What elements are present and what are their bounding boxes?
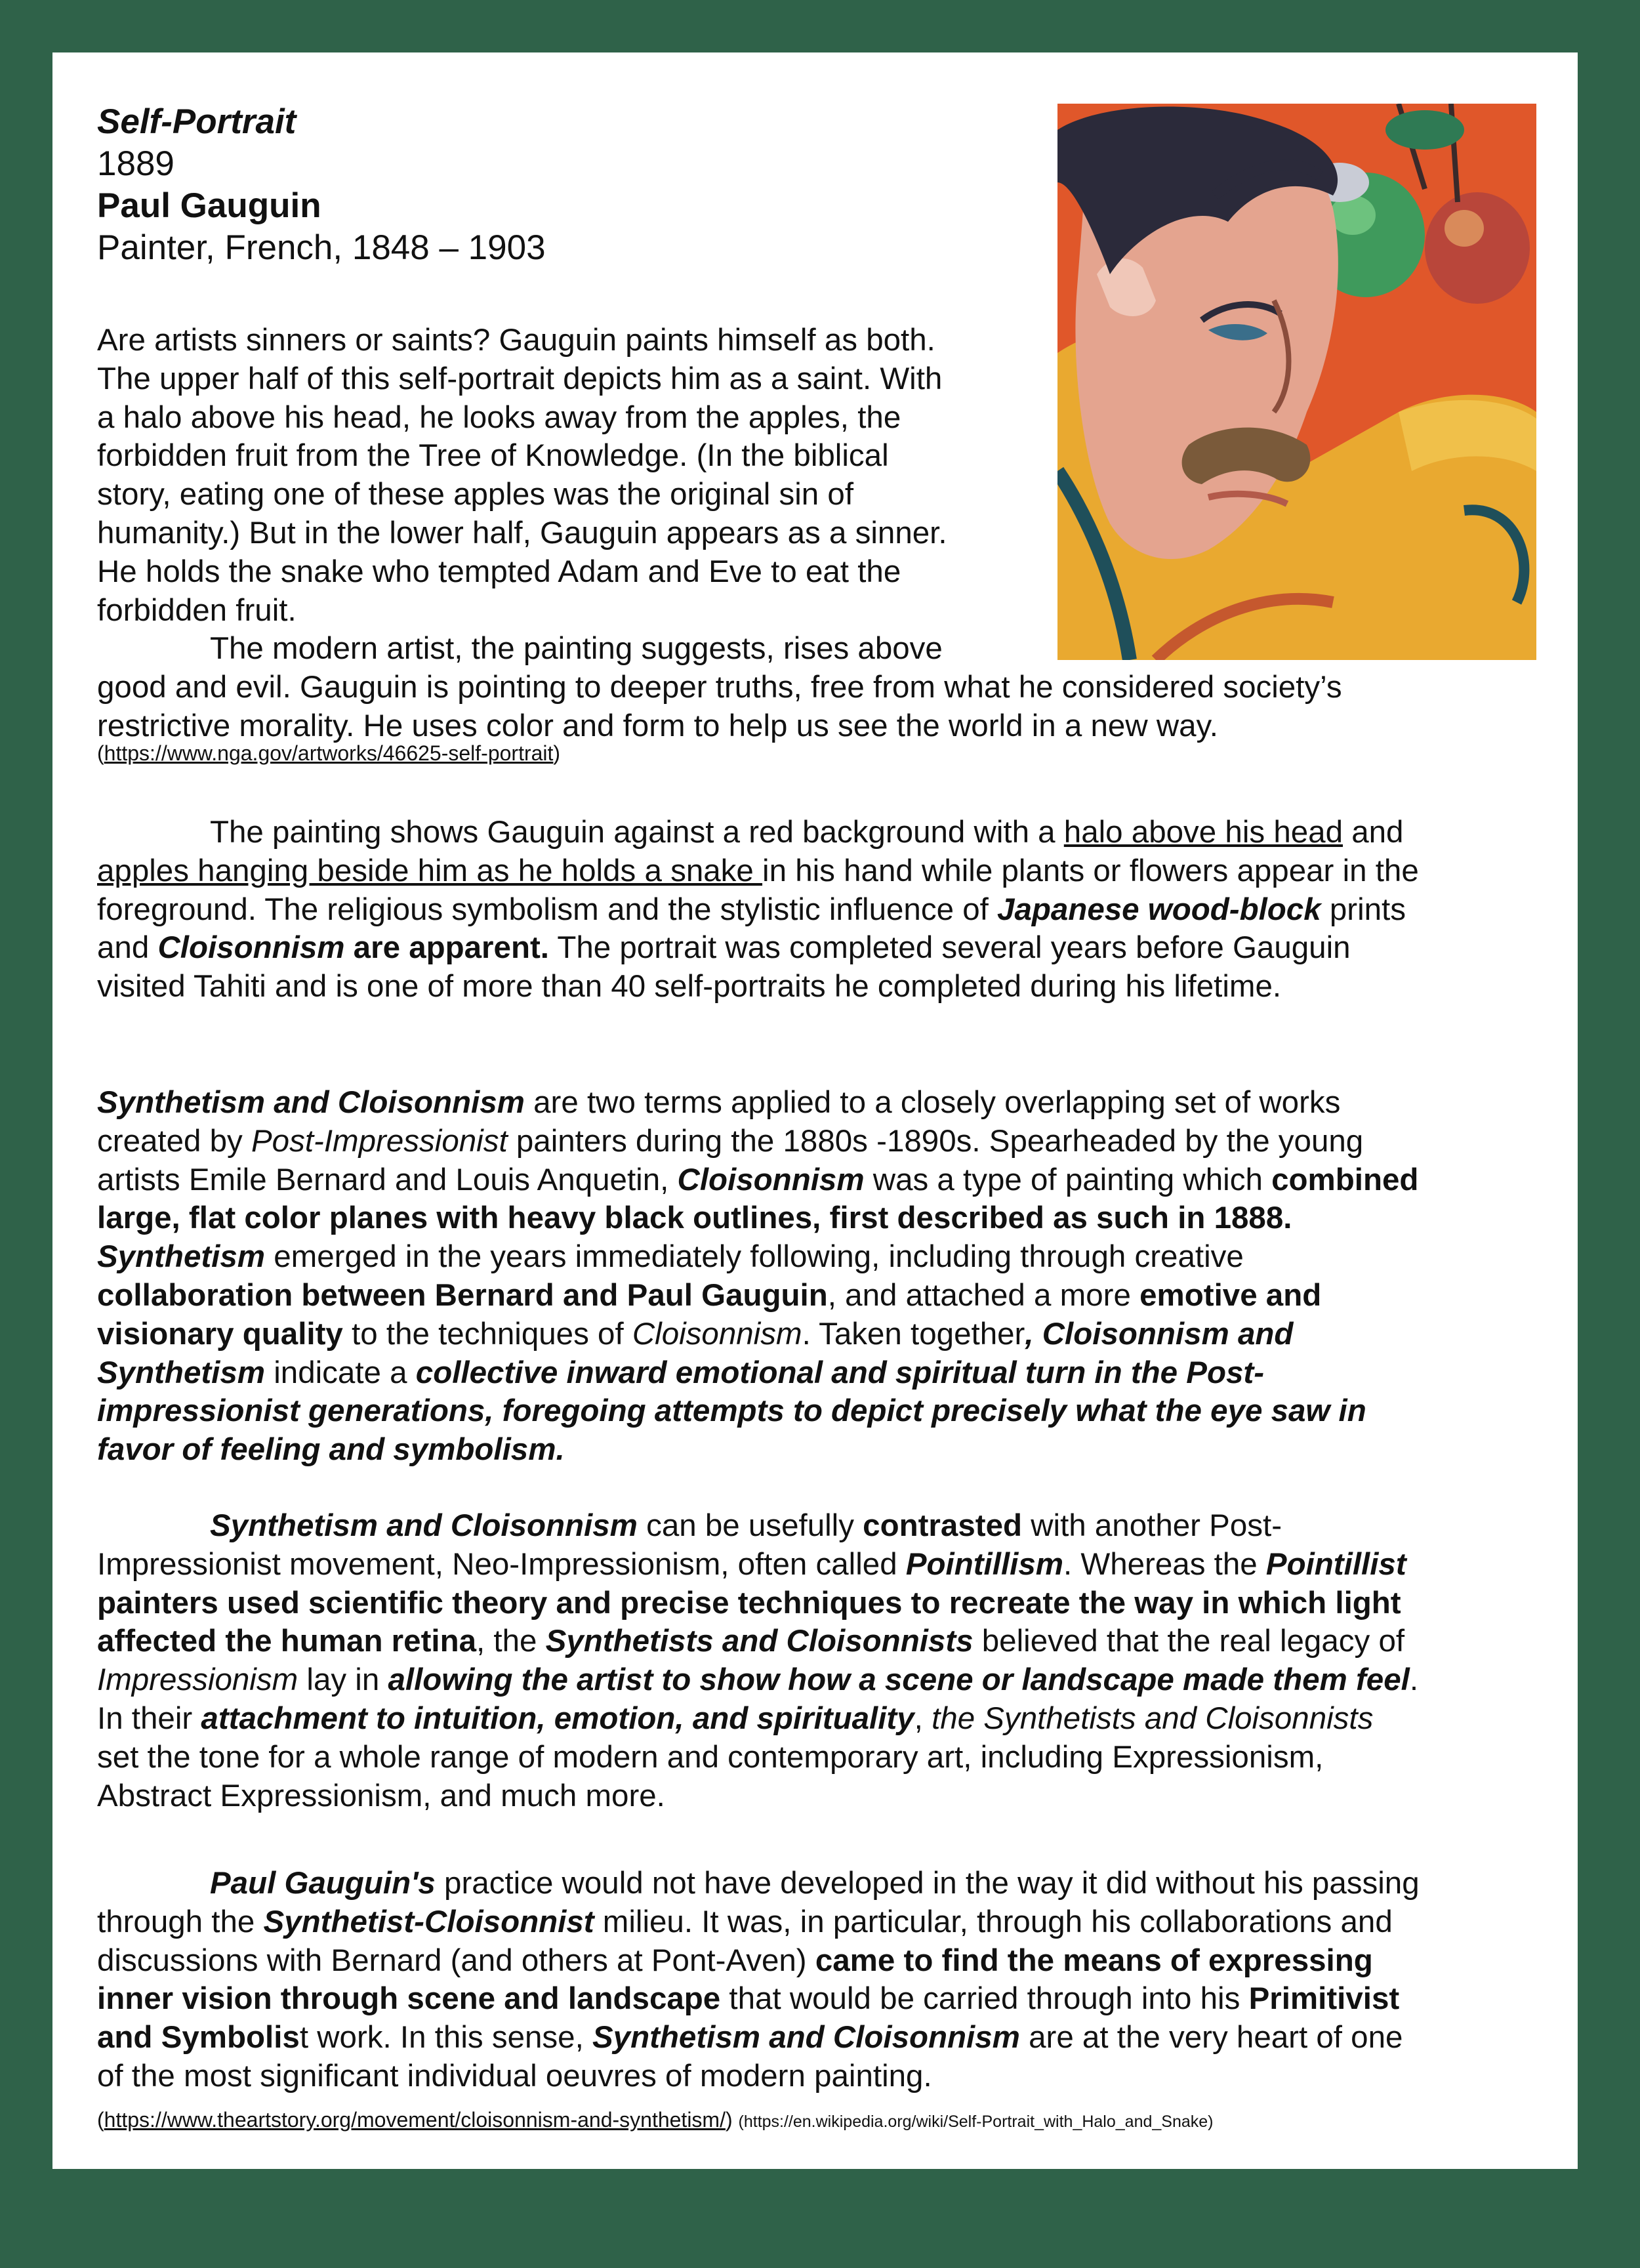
paragraph-line: and Symbolist work. In this sense, Synthetism and Cloisonnism are at the very heart of one [97, 2020, 1403, 2055]
paragraph-line: In their attachment to intuition, emotion, and spirituality, the Synthetists and Cloisonnists [97, 1701, 1374, 1736]
artist-name: Paul Gauguin [97, 186, 321, 225]
artwork-header [97, 101, 546, 269]
paragraph-line: inner vision through scene and landscape that would be carried through into his Primitivist [97, 1981, 1400, 2017]
paragraph-line: collaboration between Bernard and Paul Gauguin, and attached a more emotive and [97, 1277, 1322, 1313]
paragraph-line: through the Synthetist-Cloisonnist milieu. It was, in particular, through his collaborations and [97, 1904, 1393, 1939]
paragraph-line: set the tone for a whole range of modern and contemporary art, including Expressionism, [97, 1739, 1324, 1775]
artwork-year: 1889 [97, 144, 174, 183]
paragraph-line: foreground. The religious symbolism and the stylistic influence of Japanese wood-block prints [97, 892, 1406, 927]
artist-info: Painter, French, 1848 – 1903 [97, 228, 546, 267]
paragraph-line: large, flat color planes with heavy black outlines, first described as such in 1888. [97, 1201, 1292, 1236]
paragraph-line: Synthetism and Cloisonnism are two terms applied to a closely overlapping set of works [97, 1085, 1341, 1120]
paragraph-line: Paul Gauguin's practice would not have developed in the way it did without his passing [210, 1866, 1420, 1901]
paragraph-line: Impressionism lay in allowing the artist to show how a scene or landscape made them feel. [97, 1662, 1419, 1698]
paragraph-line: Are artists sinners or saints? Gauguin paints himself as both. [97, 323, 935, 358]
paragraph-line: apples hanging beside him as he holds a snake in his hand while plants or flowers appear in the [97, 853, 1419, 888]
paragraph-line: Impressionist movement, Neo-Impressionism, often called Pointillism. Whereas the Pointillist [97, 1546, 1406, 1582]
paragraph-line: He holds the snake who tempted Adam and Eve to eat the [97, 554, 901, 589]
paragraph-line: visited Tahiti and is one of more than 40 self-portraits he completed during his lifetime. [97, 969, 1282, 1004]
paragraph-line: Abstract Expressionism, and much more. [97, 1778, 665, 1813]
paragraph-line: Synthetism emerged in the years immediately following, including through creative [97, 1239, 1244, 1275]
nga-source-link[interactable]: https://www.nga.gov/artworks/46625-self-portrait [104, 741, 554, 765]
paragraph-line: artists Emile Bernard and Louis Anquetin, Cloisonnism was a type of painting which combined [97, 1162, 1419, 1197]
paragraph-line: discussions with Bernard (and others at Pont-Aven) came to find the means of expressing [97, 1943, 1373, 1978]
artwork-title: Self-Portrait [97, 102, 297, 141]
paragraph-line: visionary quality to the techniques of Cloisonnism. Taken together, Cloisonnism and [97, 1316, 1294, 1351]
paragraph-line: forbidden fruit. [97, 592, 297, 628]
paragraph-line: favor of feeling and symbolism. [97, 1432, 565, 1468]
paragraph-line: Synthetism and Cloisonnism can be usefully contrasted with another Post- [210, 1508, 1282, 1543]
paragraph-line: a halo above his head, he looks away from the apples, the [97, 400, 901, 435]
paragraph-line: affected the human retina, the Synthetists and Cloisonnists believed that the real legacy of [97, 1624, 1405, 1659]
paragraph-line: of the most significant individual oeuvres of modern painting. [97, 2058, 932, 2093]
gauguin-practice-paragraph [97, 1865, 1420, 2096]
source-citation-nga: (https://www.nga.gov/artworks/46625-self-portrait) [97, 741, 561, 765]
paragraph-line: story, eating one of these apples was the original sin of [97, 477, 854, 512]
paragraph-line: impressionist generations, foregoing attempts to depict precisely what the eye saw in [97, 1393, 1366, 1429]
paragraph-line: good and evil. Gauguin is pointing to deeper truths, free from what he considered society’s [97, 670, 1342, 705]
paragraph-line: The modern artist, the painting suggests, rises above [210, 631, 943, 667]
paragraph-line: created by Post-Impressionist painters during the 1880s -1890s. Spearheaded by the young [97, 1123, 1364, 1159]
paragraph-line: forbidden fruit from the Tree of Knowledge. (In the biblical [97, 438, 889, 474]
paragraph-line: The painting shows Gauguin against a red background with a halo above his head and [210, 815, 1404, 850]
paragraph-line: Synthetism indicate a collective inward emotional and spiritual turn in the Post- [97, 1355, 1265, 1390]
theartstory-source-link[interactable]: https://www.theartstory.org/movement/cloisonnism-and-synthetism/ [104, 2108, 726, 2132]
paragraph-line: restrictive morality. He uses color and form to help us see the world in a new way. [97, 708, 1218, 743]
pointillism-contrast-paragraph [97, 1507, 1418, 1815]
intro-paragraph [97, 321, 1342, 746]
document-page [52, 52, 1578, 2169]
paragraph-line: painters used scientific theory and precise techniques to recreate the way in which light [97, 1585, 1401, 1620]
source-citations-footer: (https://www.theartstory.org/movement/cloisonnism-and-synthetism/) (https://en.wikipedia.org/wiki/Self-Portrait_with_Halo_and_Snake) [97, 2108, 1214, 2132]
wikipedia-source-text: (https://en.wikipedia.org/wiki/Self-Portrait_with_Halo_and_Snake) [738, 2113, 1214, 2131]
synthetism-cloisonnism-paragraph [97, 1084, 1418, 1470]
paragraph-line: The upper half of this self-portrait depicts him as a saint. With [97, 361, 943, 396]
paragraph-line: humanity.) But in the lower half, Gauguin appears as a sinner. [97, 515, 947, 550]
painting-description-paragraph [97, 814, 1419, 1006]
paragraph-line: and Cloisonnism are apparent. The portrait was completed several years before Gauguin [97, 930, 1351, 966]
